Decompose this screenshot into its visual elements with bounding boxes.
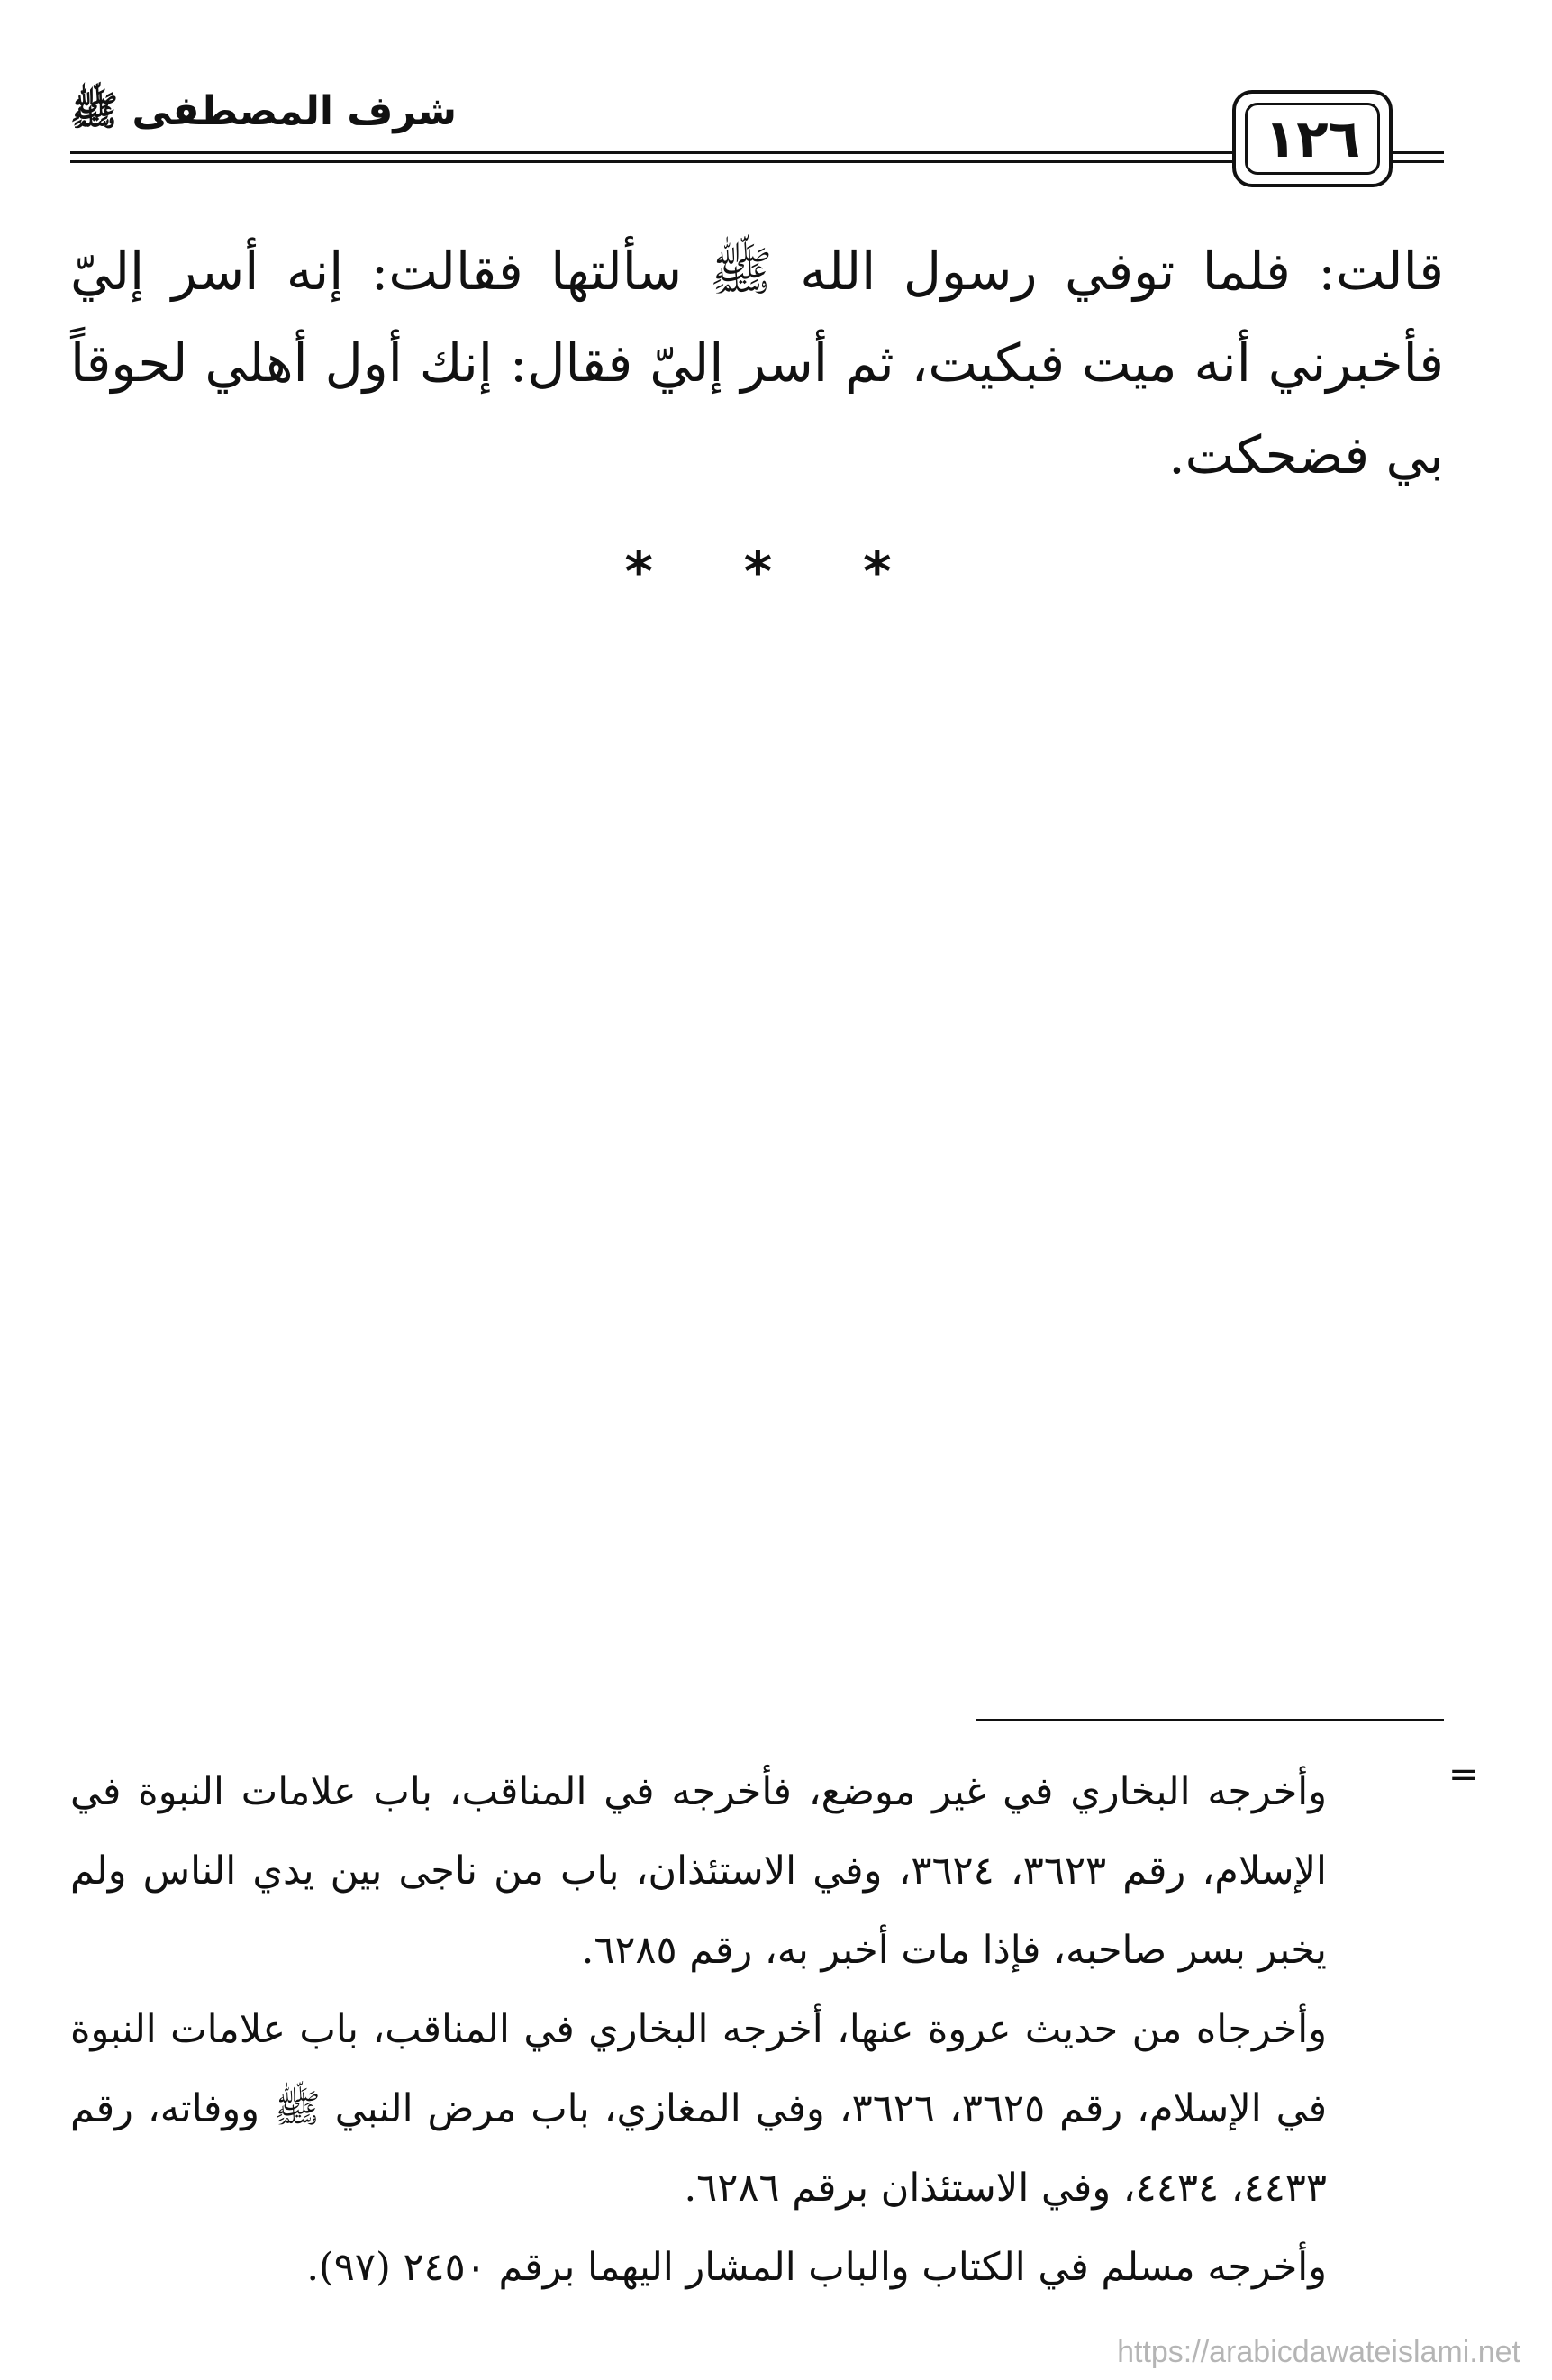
watermark-url: https://arabicdawateislami.net: [1117, 2335, 1520, 2369]
footnote-paragraph-2: وأخرجاه من حديث عروة عنها، أخرجه البخاري في المناقب، باب علامات النبوة في الإسلام، رقم ٣٦٢٥، ٣٦٢٦، وفي المغازي، باب مرض النبي ﷺ ووفاته، رقم ٤٤٣٣، ٤٤٣٤، وفي الاستئذان برقم ٦٢٨٦.: [70, 2007, 1328, 2211]
footnote-continuation-mark: =: [1448, 1754, 1479, 1795]
footnote-paragraph-1: وأخرجه البخاري في غير موضع، فأخرجه في المناقب، باب علامات النبوة في الإسلام، رقم ٣٦٢٣، ٣٦٢٤، وفي الاستئذان، باب من ناجى بين يدي الناس ولم يخبر بسر صاحبه، فإذا مات أخبر به، رقم ٦٢٨٥.: [70, 1769, 1328, 1973]
running-title: شرف المصطفى ﷺ: [70, 88, 458, 134]
main-paragraph: قالت: فلما توفي رسول الله ﷺ سألتها فقالت: إنه أسر إليّ فأخبرني أنه ميت فبكيت، ثم أسر إليّ فقال: إنك أول أهلي لحوقاً بي فضحكت.: [70, 241, 1444, 486]
section-separator: * * *: [624, 540, 928, 604]
page-header: [0, 0, 1552, 207]
main-text: [70, 225, 1444, 501]
page-number: ١٢٦: [1264, 108, 1361, 169]
page-number-frame: [1232, 90, 1393, 187]
footnotes: [70, 1752, 1327, 2307]
footnote-paragraph-3: وأخرجه مسلم في الكتاب والباب المشار اليهما برقم ٢٤٥٠ (٩٧).: [306, 2245, 1327, 2290]
footnote-rule: [976, 1719, 1444, 1721]
